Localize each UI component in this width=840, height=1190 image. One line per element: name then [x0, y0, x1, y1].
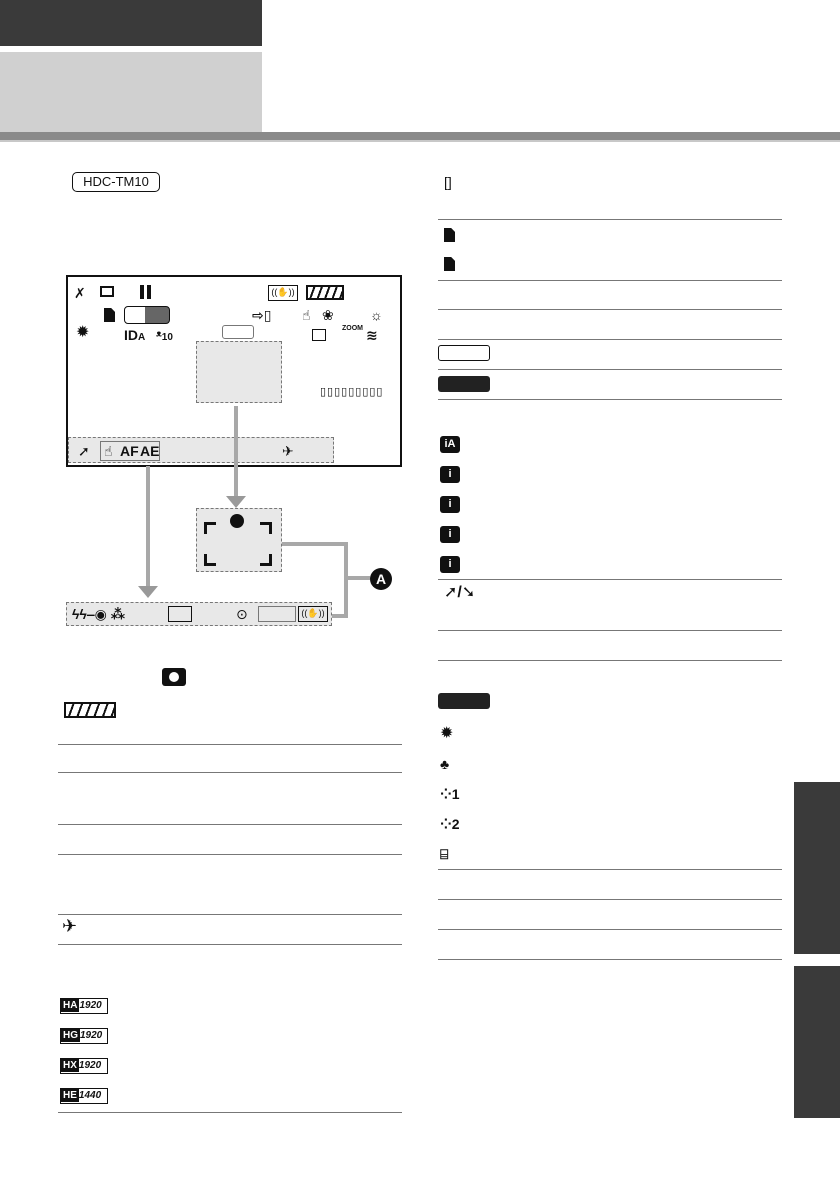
callout-line-vert [344, 542, 348, 618]
mode-switch-icon [124, 306, 170, 324]
right-rule-13 [438, 959, 782, 960]
camera-icon [162, 668, 186, 686]
arrow-icon: ➚ [78, 443, 90, 459]
pause-icon-2 [147, 285, 151, 299]
camera-small-icon: ⊙ [236, 606, 248, 622]
focus-corner-tl [204, 522, 216, 534]
backlight-compensation-icon: ➚/➘ [444, 584, 476, 601]
aspect-icon [168, 606, 192, 622]
filled-pill-icon-2 [438, 693, 490, 709]
self-timer-icon: ᵜ10 [156, 327, 173, 343]
face-detect-icon: ✗ [74, 285, 86, 301]
header-dark-block [0, 0, 262, 46]
right-rule-3 [438, 309, 782, 310]
pause-icon [140, 285, 144, 299]
callout-a-badge: A [370, 568, 392, 590]
left-rule-6 [58, 944, 402, 945]
header-rule-thin [0, 140, 840, 142]
flash-1-icon: ⁘1 [440, 786, 460, 802]
battery-icon [306, 285, 344, 300]
right-rule-12 [438, 929, 782, 930]
arrow-down-2 [138, 586, 158, 598]
scene-icon: ❀ [322, 307, 334, 323]
card-write-icon: ⇨▯ [252, 307, 272, 323]
side-tab-2 [794, 966, 840, 1118]
focus-corner-bl [204, 554, 216, 566]
hd-mode-ha-icon: HA 1920 [60, 998, 108, 1014]
ois-icon: ((✋)) [268, 285, 298, 301]
card-icon-1 [444, 228, 455, 242]
gear-icon-2: ✹ [440, 725, 454, 742]
focus-area [196, 341, 282, 403]
left-rule-5 [58, 914, 402, 915]
header-light-block [0, 52, 262, 132]
center-label-box [222, 325, 254, 339]
wind-cut-icon: ≋ [366, 327, 378, 343]
tray-icon: ⌸ [440, 846, 449, 862]
quality-icon [312, 329, 326, 341]
card-icon-2 [444, 257, 455, 271]
right-rule-8 [438, 630, 782, 631]
gear-icon: ✹ [76, 324, 90, 341]
hand-icon: ☝ [104, 443, 113, 459]
backlight-icon: IDA [124, 327, 146, 343]
white-balance-icon: ☼ [370, 307, 383, 323]
counter-display: ▯▯▯▯▯▯▯▯▯ [320, 386, 384, 398]
focus-dot-icon [230, 514, 244, 528]
callout-line-bottom [330, 614, 348, 618]
ois-icon-bottom: ((✋)) [298, 606, 328, 622]
focus-corner-tr [260, 522, 272, 534]
callout-line-top [282, 542, 348, 546]
right-rule-10 [438, 869, 782, 870]
ia-portrait-icon: i [440, 466, 460, 483]
right-rule-6 [438, 399, 782, 400]
wide-icon [100, 286, 114, 297]
hd-mode-hg-icon: HG 1920 [60, 1028, 108, 1044]
right-rule-2 [438, 280, 782, 281]
connector-line-1 [234, 406, 238, 498]
battery-full-icon [64, 702, 116, 718]
left-rule-2 [58, 772, 402, 773]
zoom-mic-icon: ZOOM [342, 325, 363, 332]
hd-mode-hx-icon: HX 1920 [60, 1058, 108, 1074]
bracket-icon: [] [444, 174, 452, 190]
right-rule-4 [438, 339, 782, 340]
ia-spotlight-icon: i [440, 556, 460, 573]
ia-auto-icon: iA [440, 436, 460, 453]
model-tag: HDC-TM10 [72, 172, 160, 192]
card-icon [104, 308, 115, 322]
flash-2-icon: ⁘2 [440, 816, 460, 832]
filled-pill-icon [438, 376, 490, 392]
connector-line-2 [146, 466, 150, 586]
flash-icons: ϟϟ‒◉ ⁂ [72, 606, 126, 622]
touch-icon: ☝ [302, 307, 311, 323]
left-rule-1 [58, 744, 402, 745]
left-rule-4 [58, 854, 402, 855]
right-rule-11 [438, 899, 782, 900]
ia-face-icon: i [440, 526, 460, 543]
arrow-down-1 [226, 496, 246, 508]
header-rule [0, 132, 840, 140]
airplane-icon: ✈ [62, 916, 78, 936]
af-label: AF [120, 443, 139, 459]
plane-icon: ✈ [282, 443, 294, 459]
left-rule-7 [58, 1112, 402, 1113]
focus-corner-br [260, 554, 272, 566]
side-tab-1 [794, 782, 840, 954]
right-rule-9 [438, 660, 782, 661]
left-rule-3 [58, 824, 402, 825]
right-rule-1 [438, 219, 782, 220]
callout-line-to-a [346, 576, 370, 580]
hd-mode-he-icon: HE 1440 [60, 1088, 108, 1104]
outline-pill-icon [438, 345, 490, 361]
self-timer-value: 10 [161, 332, 173, 343]
ae-label: AE [140, 443, 160, 459]
ia-scenery-icon: i [440, 496, 460, 513]
macro-icon: ♣ [440, 756, 450, 772]
right-rule-5 [438, 369, 782, 370]
shutter-box [258, 606, 296, 622]
right-rule-7 [438, 579, 782, 580]
